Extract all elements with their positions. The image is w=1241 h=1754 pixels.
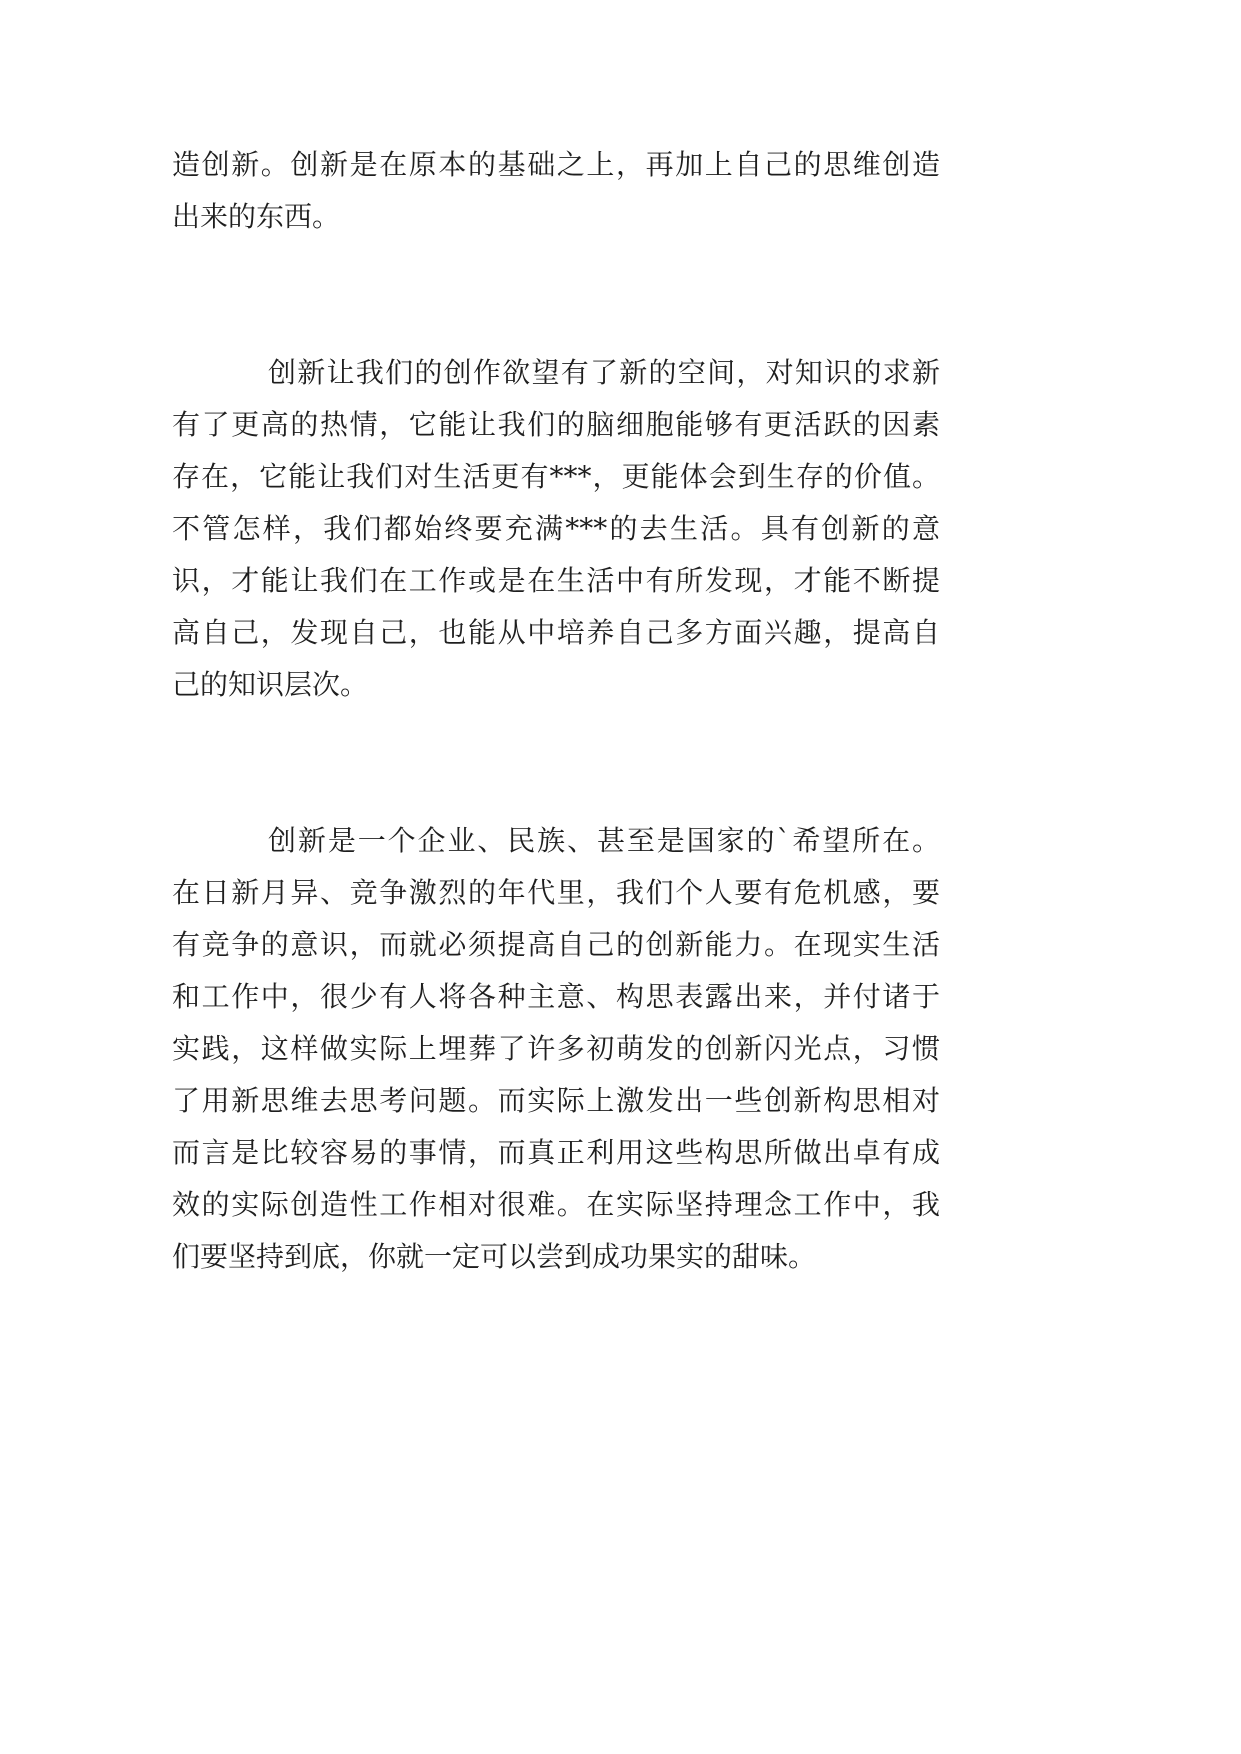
text-line: 识，才能让我们在工作或是在生活中有所发现，才能不断提 [172,564,940,597]
text-line: 不管怎样，我们都始终要充满***的去生活。具有创新的意 [172,512,940,545]
text-line: 己的知识层次。 [172,668,369,701]
text-line: 实践，这样做实际上埋葬了许多初萌发的创新闪光点，习惯 [172,1032,940,1065]
paragraph [172,815,940,1283]
text-line: 有了更高的热情，它能让我们的脑细胞能够有更活跃的因素 [172,408,940,441]
text-line: 出来的东西。 [172,200,341,233]
text-line: 和工作中，很少有人将各种主意、构思表露出来，并付诸于 [172,980,940,1013]
text-line: 在日新月异、竞争激烈的年代里，我们个人要有危机感，要 [172,876,940,909]
text-line: 们要坚持到底，你就一定可以尝到成功果实的甜味。 [172,1240,817,1273]
paragraph [172,347,940,711]
text-line: 了用新思维去思考问题。而实际上激发出一些创新构思相对 [172,1084,940,1117]
text-line: 创新让我们的创作欲望有了新的空间，对知识的求新 [268,356,940,389]
text-line: 造创新。创新是在原本的基础之上，再加上自己的思维创造 [172,148,940,181]
text-line: 存在，它能让我们对生活更有***，更能体会到生存的价值。 [172,460,940,493]
text-line: 有竞争的意识，而就必须提高自己的创新能力。在现实生活 [172,928,940,961]
paragraph [172,139,940,243]
text-line: 效的实际创造性工作相对很难。在实际坚持理念工作中，我 [172,1188,940,1221]
text-line: 高自己，发现自己，也能从中培养自己多方面兴趣，提高自 [172,616,940,649]
document-body [172,139,940,1283]
text-line: 而言是比较容易的事情，而真正利用这些构思所做出卓有成 [172,1136,940,1169]
text-line: 创新是一个企业、民族、甚至是国家的`希望所在。 [268,824,940,857]
